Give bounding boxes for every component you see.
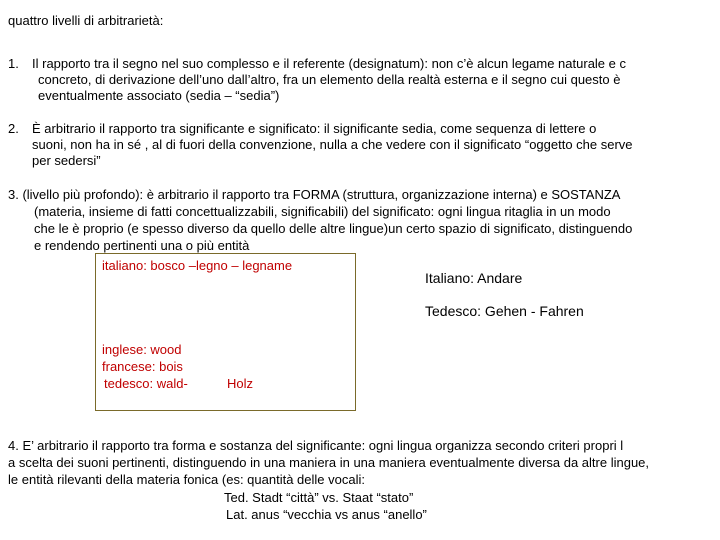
item-2-number: 2. bbox=[8, 121, 19, 136]
item-2-line-3: per sedersi” bbox=[32, 153, 101, 168]
item-2-line-2: suoni, non ha in sé , al di fuori della convenzione, nulla a che vedere con il significato “oggetto che serve bbox=[32, 137, 633, 152]
box-french-label: francese: bois bbox=[102, 359, 183, 374]
box-english-label: inglese: wood bbox=[102, 342, 182, 357]
item-1-line-3: eventualmente associato (sedia – “sedia”) bbox=[38, 88, 280, 103]
verb-german: Tedesco: Gehen - Fahren bbox=[425, 303, 584, 319]
item-4-line-3: le entità rilevanti della materia fonica (es: quantità delle vocali: bbox=[8, 472, 365, 487]
item-1-number: 1. bbox=[8, 56, 19, 71]
item-2-line-1: È arbitrario il rapporto tra significante e significato: il significante sedia, come sequenza di lettere o bbox=[32, 121, 597, 136]
verb-italian: Italiano: Andare bbox=[425, 270, 523, 286]
item-3-line-3: che le è proprio (e spesso diverso da quello delle altre lingue)un certo spazio di significato, distinguendo bbox=[34, 221, 633, 236]
item-4-example-1: Ted. Stadt “città” vs. Staat “stato” bbox=[224, 490, 414, 505]
item-1-line-2: concreto, di derivazione dell’uno dall’altro, fra un elemento della realtà esterna e il segno cui questo è bbox=[38, 72, 621, 87]
item-4-example-2: Lat. anus “vecchia vs anus “anello” bbox=[226, 507, 427, 522]
box-italian-label: italiano: bosco –legno – legname bbox=[102, 258, 293, 273]
item-4-line-1: 4. E’ arbitrario il rapporto tra forma e sostanza del significante: ogni lingua organizza secondo criteri propri l bbox=[8, 438, 624, 453]
intro-line: quattro livelli di arbitrarietà: bbox=[8, 13, 164, 28]
item-4-line-2: a scelta dei suoni pertinenti, distinguendo in una maniera in una maniera eventualmente diversa da altre lingue, bbox=[8, 455, 650, 470]
item-3-line-2: (materia, insieme di fatti concettualizzabili, significabili) del significato: ogni lingua ritaglia in un modo bbox=[34, 204, 611, 219]
item-3-line-4: e rendendo pertinenti una o più entità bbox=[34, 238, 250, 253]
item-3-line-1: 3. (livello più profondo): è arbitrario il rapporto tra FORMA (struttura, organizzazione interna) e SOSTANZA bbox=[8, 187, 621, 202]
box-german-holz: Holz bbox=[227, 376, 254, 391]
box-german-label: tedesco: wald- bbox=[104, 376, 188, 391]
item-1-line-1: Il rapporto tra il segno nel suo complesso e il referente (designatum): non c’è alcun legame naturale e c bbox=[32, 56, 626, 71]
